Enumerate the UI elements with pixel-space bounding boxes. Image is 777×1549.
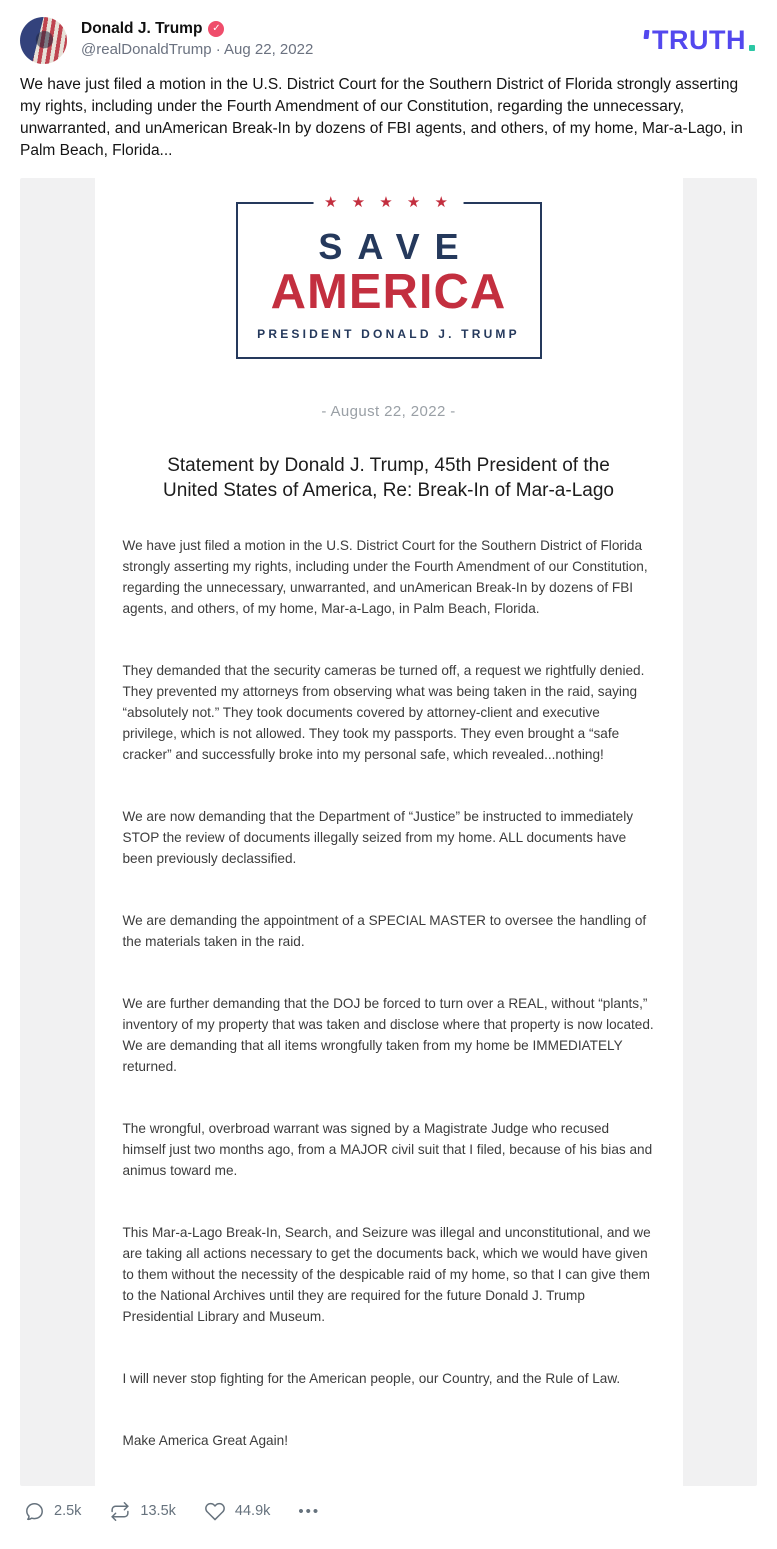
like-button[interactable] bbox=[204, 1501, 270, 1522]
statement-paragraph: We are demanding the appointment of a SPECIAL MASTER to oversee the handling of the materials taken in the raid. bbox=[122, 913, 647, 950]
statement-paragraph: Make America Great Again! bbox=[122, 1433, 288, 1449]
letterhead-save: SAVE bbox=[318, 225, 474, 267]
ellipsis-icon: ••• bbox=[298, 1502, 321, 1520]
author-name-row bbox=[81, 20, 313, 38]
statement-page bbox=[95, 178, 683, 1486]
statement-date: - August 22, 2022 - bbox=[321, 402, 456, 420]
statement-title: Statement by Donald J. Trump, 45th President of the United States of America, Re: Break-In of Mar-a-Lago bbox=[163, 454, 614, 502]
retruth-count: 13.5k bbox=[140, 1503, 176, 1520]
retruth-button[interactable] bbox=[109, 1501, 175, 1522]
reply-button[interactable] bbox=[24, 1501, 81, 1522]
statement-body bbox=[123, 535, 655, 1451]
truth-logo[interactable] bbox=[644, 17, 755, 54]
logo-dot-icon bbox=[749, 45, 755, 51]
statement-paragraph: We have just filed a motion in the U.S. District Court for the Southern District of Florida strongly asserting my rights, including under the Fourth Amendment of our Constitution, regarding the unnecessary, unwarranted, and unAmerican Break-In by dozens of FBI agents, and others, of my home, Mar-a-Lago, in Palm Beach, Florida. bbox=[122, 538, 648, 617]
display-name[interactable]: Donald J. Trump bbox=[81, 20, 203, 37]
handle-and-date[interactable]: @realDonaldTrump · Aug 22, 2022 bbox=[81, 41, 314, 58]
statement-paragraph: We are now demanding that the Department of “Justice” be instructed to immediately STOP the review of documents illegally seized from my home. ALL documents have been previously declassified. bbox=[122, 809, 634, 867]
retruth-icon bbox=[109, 1501, 131, 1522]
post-text: We have just filed a motion in the U.S. District Court for the Southern District of Florida strongly asserting my rights, including under the Fourth Amendment of our Constitution, regarding the unnecessary, unwarranted, and unAmerican Break-In by dozens of FBI agents, and others, of my home, Mar-a-Lago, in Palm Beach, Florida... bbox=[20, 76, 743, 160]
letterhead-caption: PRESIDENT DONALD J. TRUMP bbox=[257, 326, 520, 341]
statement-paragraph: We are further demanding that the DOJ be forced to turn over a REAL, without “plants,” inventory of my property that was taken and disclose where that property is now located. We are demanding that all items wrongfully taken from my home be IMMEDIATELY returned. bbox=[122, 996, 654, 1075]
statement-paragraph: They demanded that the security cameras be turned off, a request we rightfully denied. They prevented my attorneys from observing what was being taken in the raid, saying “absolutely not.” They took documents covered by attorney-client and executive privilege, which is not allowed. They took my passports. They even brought a “safe cracker” and successfully broke into my personal safe, which revealed...nothing! bbox=[122, 663, 645, 763]
verified-badge-icon: ✓ bbox=[208, 21, 224, 37]
post-header bbox=[0, 0, 777, 68]
comment-icon bbox=[24, 1501, 45, 1522]
stars-icon: ★ ★ ★ ★ ★ bbox=[313, 193, 464, 213]
letterhead-america: AMERICA bbox=[270, 265, 507, 320]
statement-paragraph: The wrongful, overbroad warrant was signed by a Magistrate Judge who recused himself just two months ago, from a MAJOR civil suit that I filed, because of his bias and animus toward me. bbox=[122, 1121, 653, 1179]
avatar[interactable] bbox=[20, 17, 67, 64]
author-block bbox=[81, 17, 313, 58]
engagement-bar bbox=[0, 1486, 777, 1538]
logo-tick-icon bbox=[644, 30, 650, 39]
more-button[interactable] bbox=[298, 1504, 320, 1519]
statement-paragraph: I will never stop fighting for the American people, our Country, and the Rule of Law. bbox=[122, 1371, 621, 1387]
heart-icon bbox=[204, 1501, 226, 1522]
statement-paragraph: This Mar-a-Lago Break-In, Search, and Seizure was illegal and unconstitutional, and we are taking all actions necessary to get the documents back, which we would have given to them without the necessity of the despicable raid of my home, so that I can give them to the National Archives until they are required for the future Donald J. Trump Presidential Library and Museum. bbox=[122, 1225, 651, 1325]
reply-count: 2.5k bbox=[54, 1503, 82, 1520]
attachment-image[interactable] bbox=[20, 178, 757, 1486]
logo-wordmark: TRUTH bbox=[652, 25, 746, 55]
like-count: 44.9k bbox=[234, 1503, 271, 1520]
save-america-logo bbox=[236, 193, 542, 359]
